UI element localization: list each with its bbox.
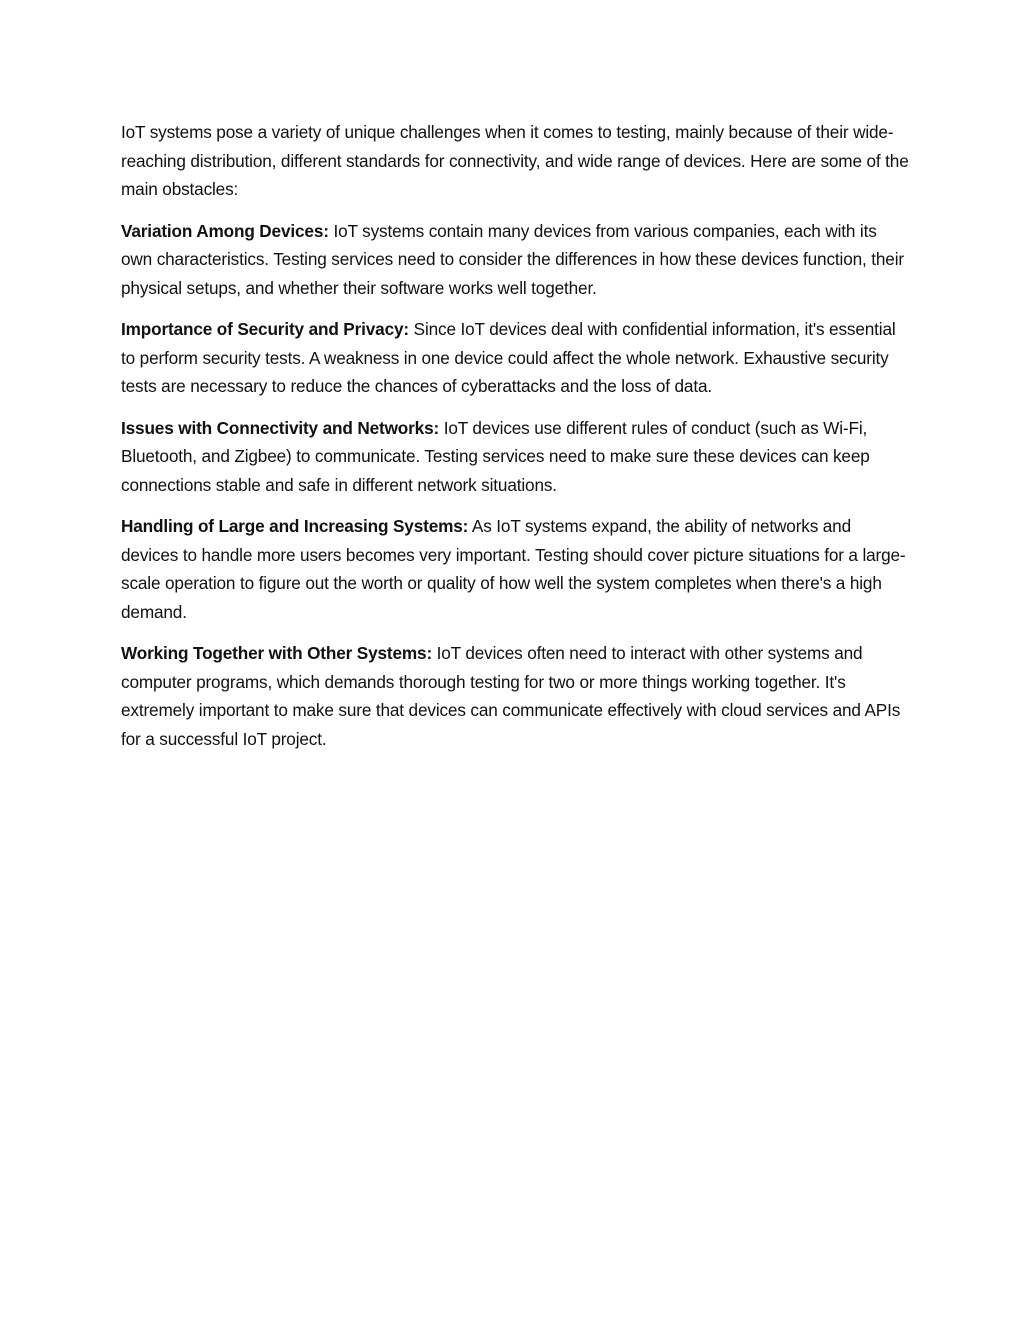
challenge-text: IoT devices often need to interact with other systems and computer programs, which demands thorough testing for two or more things working together. It's extremely important to make sure that devices can communicate effectively with cloud services and APIs for a successful IoT project. [121,643,901,749]
challenge-text: As IoT systems expand, the ability of networks and devices to handle more users becomes very important. Testing should cover picture situations for a large-scale operation to figure out the worth or quality of how well the system completes when there's a high demand. [121,516,906,622]
challenge-paragraph-connectivity [121,414,911,500]
challenge-term: Issues with Connectivity and Networks: [121,417,440,438]
challenge-term: Importance of Security and Privacy: [121,319,409,339]
challenge-text: IoT devices use different rules of conduct (such as Wi-Fi, Bluetooth, and Zigbee) to communicate. Testing services need to make sure these devices can keep connections stable and safe in different network situations. [121,417,870,495]
challenge-paragraph-integration [121,639,911,753]
document-page [121,118,911,766]
challenge-text: Since IoT devices deal with confidential information, it's essential to perform security tests. A weakness in one device could affect the whole network. Exhaustive security tests are necessary to reduce the chances of cyberattacks and the loss of data. [121,319,896,396]
challenge-term: Handling of Large and Increasing Systems: [121,516,469,536]
challenge-term: Variation Among Devices: [121,220,329,241]
challenge-paragraph-security [121,315,911,401]
challenge-text: IoT systems contain many devices from various companies, each with its own characteristics. Testing services need to consider the differences in how these devices function, their physical setups, and whether their software works well together. [121,220,904,298]
challenge-paragraph-scalability [121,512,911,626]
challenge-term: Working Together with Other Systems: [121,643,433,663]
challenge-paragraph-device-variation [121,217,911,303]
intro-paragraph: IoT systems pose a variety of unique challenges when it comes to testing, mainly because of their wide-reaching distribution, different standards for connectivity, and wide range of devices. Here are some of the main obstacles: [121,122,909,199]
